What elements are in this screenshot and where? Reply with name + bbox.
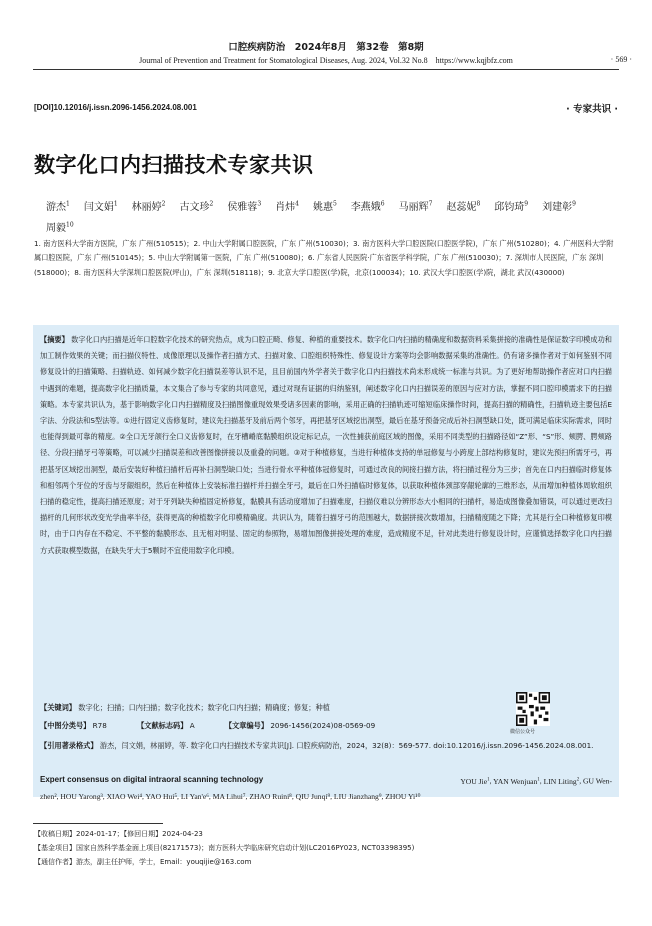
doc-code-label: 【文献标志码】 — [137, 721, 188, 730]
qr-caption: 微信公众号 — [510, 729, 536, 735]
author-affiliation-number: 9 — [524, 201, 529, 208]
article-title: 数字化口内扫描技术专家共识 — [34, 153, 314, 177]
english-title-block — [40, 771, 612, 805]
abstract-text: 数字化口内扫描是近年口腔数字化技术的研究热点，成为口腔正畸、修复、种植的重要技术。数字化口内扫描的精确度和数据资料采集拼接的准确性是保证数字印模成功和加工制作效果的关键；而扫描仪特性、成像原理以及操作者扫描方式、扫描对象、口腔组织特殊性、修复设计方案等均会影响数据采集的准确性。仍有诸多操作者对于如何鉴别不同修复设计的扫描策略、扫描轨迹、如何减少数字化扫描误差等认识不足，且目前国内外学者关于数字化口内扫描技术尚未形成统一标准与共识。为了更好地帮助操作者应对口内扫描中遇到的难题，提高数字化扫描质量，本文集合了参与专家的共同意见，通过对现有证据的归纳鉴别，阐述数字化口内扫描误差的原因与应对方法，掌握不同口腔印模需求下的扫描策略。本专家共识认为，基于影响数字化口内扫描精度及扫描图像重现效果受诸多因素的影响，采用正确的扫描轨迹可缩短临床操作时间，提高扫描的精确性，扫描轨迹主要包括E字法、分段法和S型法等。①进行固定义齿修复时，建议先扫描基牙及前后两个邻牙，再把基牙区域挖出洞型，最后在基牙预备完成后补扫洞型缺口处，既可满足临床实际需求，同时也能得到最可靠的精度。②全口无牙颌行全口义齿修复时，在牙槽嵴底黏膜组织设定标记点，一次性捕获前庭区域的图像，采用不同类型的扫描路径如“Z”形、“S”形、颊腭、腭颊路径、分段扫描牙弓等策略，可以减少扫描误差和改善图像拼接以及重叠的问题。③对于种植修复，当进行种植体支持的单冠修复与小跨度上部结构修复时，建议先预扫所需牙弓，再把基牙区域挖出洞型，最后安装好种植扫描杆后再补扫洞型缺口处；当进行骨水平种植体冠修复时，可通过改良的间接扫描方法，将扫描过程分为三步；首先在口内扫描临时修复体和相邻两个牙位的牙齿与牙龈组织，然后在种植体上安装标准扫描杆并扫描全牙弓，最后在口外扫描临时修复体，以获取种植体颈部穿龈轮廓的三维形态，从而增加种植体周软组织扫描的稳定性，提高扫描还原度；对于牙列缺失种植固定桥修复，黏膜具有活动度增加了扫描难度，扫描仪难以分辨形态大小相同的扫描杆，易造成图像叠加错误，可以通过更改扫描杆的几何形状改变光学曲率半径，获得更高的种植数字化印模精确度。共识认为，随着扫描牙弓的范围越大，数据拼接次数增加，扫描精度随之下降；尤其是行全口种植修复印模时，由于口内存在不稳定、不平整的黏膜形态、且无相对明显、固定的参照物，易增加图像拼接处理的难度，造成精度不足，针对此类进行修复设计时，应谨慎选择数字化口内扫描方式获取模型数据，在缺失牙大于5颗时不宜使用数字化印模。 — [40, 335, 612, 555]
keywords-label: 【关键词】 — [40, 703, 76, 712]
author-affiliation-number: 8 — [476, 201, 481, 208]
english-author-name: YOU Jie$^1$ — [460, 776, 490, 786]
author-affiliation-number: 5 — [332, 201, 337, 208]
article-no-label: 【文章编号】 — [224, 721, 269, 730]
abstract — [40, 332, 612, 559]
english-author-affiliation-number: 2 — [576, 777, 580, 782]
journal-header-cn: 口腔疾病防治 2024年8月 第32卷 第8期 — [228, 42, 424, 53]
footnote-rule — [33, 823, 163, 824]
received-date: 【收稿日期】2024-01-17；【修回日期】2024-04-23 — [34, 830, 203, 838]
author-affiliation-number: 1 — [113, 201, 118, 208]
clc-value: R78 — [92, 721, 107, 730]
english-author-affiliation-number: 1 — [487, 777, 490, 782]
english-author-name: YAN Wenjuan$^1$ — [493, 776, 540, 786]
author-name: 邱钧琦$^9$ — [494, 201, 529, 214]
fund-info: 【基金项目】国家自然科学基金面上项目(82171573)；南方医科大学临床研究启动计划(LC2016PY023, NCT03398395) — [34, 844, 415, 852]
page-number: · 569 · — [610, 55, 632, 64]
author-name: 林丽婷$^2$ — [131, 201, 166, 214]
english-authors-line2: zhen², HOU Yarong³, XIAO Wei⁴, YAO Hui⁵, LI Yan'e⁶, MA Lihui⁷, ZHAO Ruini⁸, QIU Junqi⁹, LIU Jianzhang⁹, ZHOU Yi¹⁰ — [40, 792, 421, 801]
author-name: 侯雅蓉$^3$ — [227, 201, 262, 214]
classification — [40, 721, 403, 731]
author-affiliation-number: 10 — [66, 221, 74, 229]
author-name: 古文珍$^2$ — [179, 201, 214, 214]
journal-header-en-text: Journal of Prevention and Treatment for Stomatological Diseases, Aug. 2024, Vol.32 No.8 https://www.kqjbfz.com — [139, 56, 513, 65]
doi[interactable]: [DOI]10.12016/j.issn.2096-1456.2024.08.001 — [34, 103, 197, 112]
article-no-value: 2096-1456(2024)08-0569-09 — [270, 721, 376, 730]
citation-text: 游杰，闫文娟，林丽婷，等. 数字化口内扫描技术专家共识[J]. 口腔疾病防治，2024，32(8)：569-577. doi:10.12016/j.issn.2096-1456.2024.08.001. — [99, 741, 594, 750]
author-affiliation-number: 1 — [66, 201, 70, 208]
journal-header-en — [20, 55, 632, 66]
keywords — [40, 703, 515, 713]
author-name: 游杰$^1$ — [46, 201, 70, 214]
doc-code-value: A — [189, 721, 195, 730]
author-name: 马丽辉$^7$ — [398, 201, 433, 214]
author-name: 周毅$^{10}$ — [46, 221, 74, 234]
author-affiliation-number: 2 — [209, 201, 214, 208]
author-affiliation-number: 9 — [572, 201, 576, 208]
author-name: 肖炜$^4$ — [275, 201, 299, 214]
citation-label: 【引用著录格式】 — [40, 741, 98, 750]
keywords-text: 数字化；扫描；口内扫描；数字化技术；数字化口内扫描；精确度；修复；种植 — [78, 703, 330, 712]
english-title: Expert consensus on digital intraoral scanning technology — [40, 775, 264, 784]
column-label: · 专家共识 · — [566, 104, 618, 115]
author-affiliation-number: 4 — [295, 201, 299, 208]
citation — [40, 738, 612, 754]
qr-code-icon[interactable] — [516, 692, 550, 726]
english-author-name: LIN Liting$^2$ — [543, 776, 580, 786]
author-affiliation-number: 7 — [428, 201, 433, 208]
author-name: 姚惠$^5$ — [312, 201, 337, 214]
author-name: 闫文娟$^1$ — [83, 201, 118, 214]
correspondence[interactable]: 【通信作者】游杰，副主任护师，学士，Email：youqijie@163.com — [34, 858, 252, 866]
author-affiliation-number: 2 — [161, 201, 166, 208]
english-authors-line1: YOU Jie$^1$, YAN Wenjuan$^1$, LIN Liting$^2$, GU Wen- — [460, 776, 612, 786]
header-rule — [33, 69, 619, 70]
author-list — [46, 196, 626, 237]
author-affiliation-number: 6 — [380, 201, 385, 208]
english-author-affiliation-number: 1 — [537, 777, 540, 782]
author-affiliation-number: 3 — [257, 201, 262, 208]
author-name: 李燕娥$^6$ — [350, 201, 385, 214]
author-name: 刘建彰$^9$ — [542, 201, 576, 214]
abstract-label: 【摘要】 — [40, 335, 69, 344]
author-name: 赵蕊妮$^8$ — [446, 201, 481, 214]
english-author-name: GU Wen- — [583, 776, 612, 786]
affiliations: 1. 南方医科大学南方医院，广东 广州(510515)；2. 中山大学附属口腔医院，广东 广州(510030)；3. 南方医科大学口腔医院(口腔医学院)，广东 广州(510280)；4. 广州医科大学附属口腔医院，广东 广州(510145)；5. 中山大学附属第一医院，广东 广州(510080)；6. 广东省人民医院·广东省医学科学院，广东 广州(510030)；7. 深圳市人民医院，广东 深圳(518000)；8. 南方医科大学深圳口腔医院(坪山)，广东 深圳(518118)；9. 北京大学口腔医(学)院，北京(100034)；10. 武汉大学口腔医(学)院，湖北 武汉(430000) — [34, 239, 614, 277]
clc-label: 【中图分类号】 — [40, 721, 91, 730]
